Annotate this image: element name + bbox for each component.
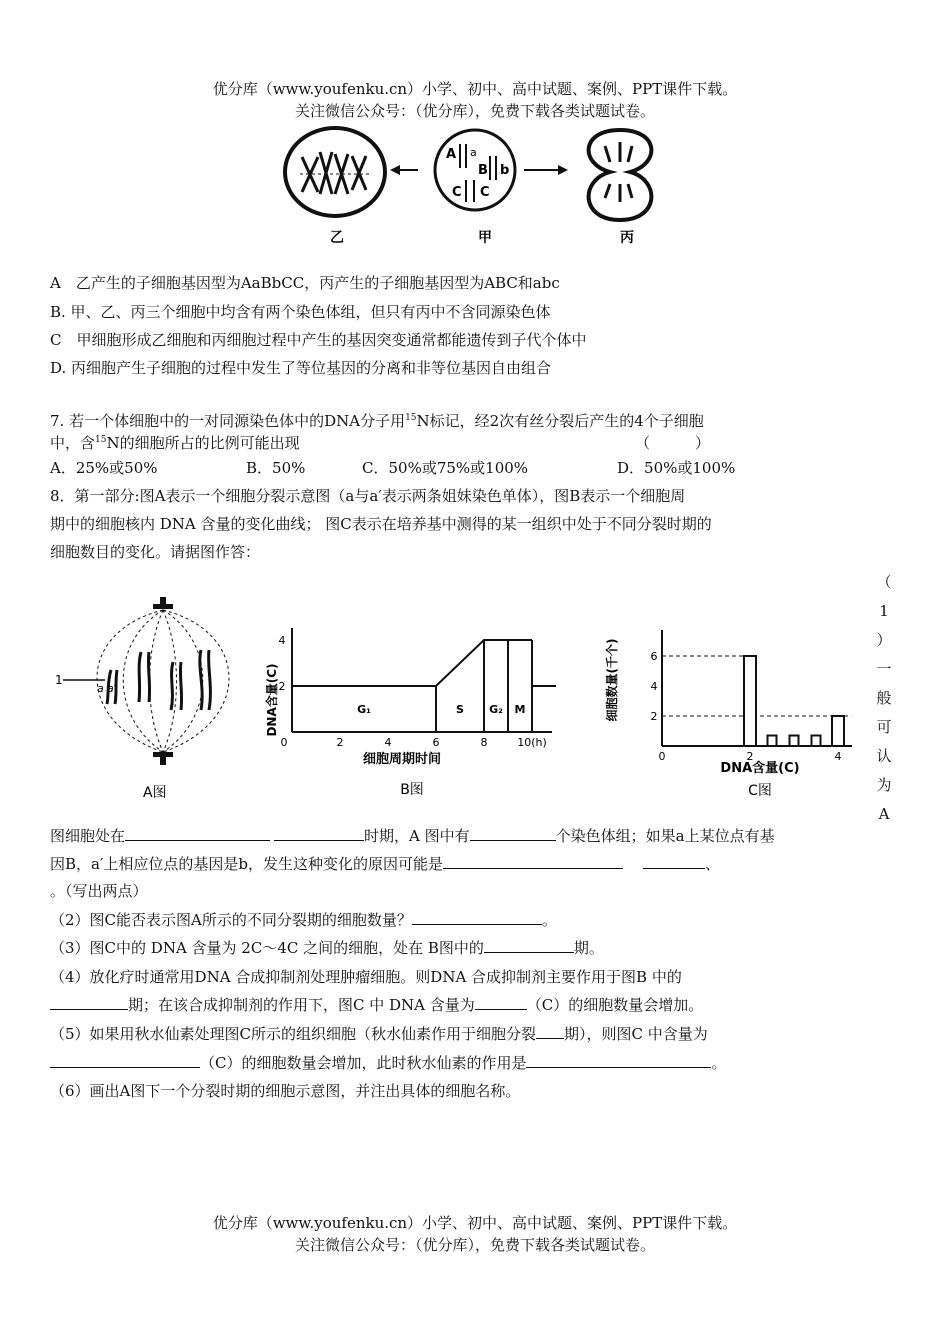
q8-1-line-3: 。（写出两点） [50, 882, 148, 900]
q8-line-2: 期中的细胞核内 DNA 含量的变化曲线； 图C表示在培养基中测得的某一组织中处于不同分裂时期的 [50, 515, 712, 533]
b-ylabel: DNA含量(C) [265, 663, 279, 737]
c-y-tick: 6 [650, 650, 658, 663]
blank-12[interactable] [50, 1052, 200, 1068]
q8-2: （2）图C能否表示图A所示的不同分裂期的细胞数量？ 。 [50, 911, 557, 929]
cell-yi-chromosomes [300, 152, 370, 194]
q8-3: （3）图C中的 DNA 含量为 2C～4C 之间的细胞，处在 B图中的 期。 [50, 939, 604, 957]
q8-line-3: 细胞数目的变化。请据图作答： [50, 543, 261, 561]
gene-C2: C [480, 185, 490, 200]
c-x-tick: 0 [658, 750, 666, 763]
cell-division-figure [280, 122, 670, 250]
q8-5-line-2: （C）的细胞数量会增加，此时秋水仙素的作用是 。 [50, 1052, 727, 1073]
c-y-tick: 4 [650, 680, 658, 693]
blank-4[interactable] [443, 853, 535, 869]
footer-line-1: 优分库（www.youfenku.cn）小学、初中、高中试题、案例、PPT课件下载。 [212, 1214, 738, 1232]
c-bar [790, 736, 799, 747]
footer-line-2: 关注微信公众号：（优分库），免费下载各类试题试卷。 [294, 1236, 655, 1254]
blank-7[interactable] [412, 909, 542, 925]
blank-10[interactable] [475, 994, 527, 1010]
chromatid-a-prime: a′ [107, 682, 117, 695]
q6-option-c: C 甲细胞形成乙细胞和丙细胞过程中产生的基因突变通常都能遗传到子代个体中 [50, 331, 587, 349]
gene-B: B [478, 163, 488, 178]
label-jia: 甲 [478, 230, 492, 246]
q8-4-line-1: （4）放化疗时通常用DNA 合成抑制剂处理肿瘤细胞。则DNA 合成抑制剂主要作用于图B 中的 [50, 968, 682, 986]
gene-b: b [500, 163, 510, 178]
blank-1[interactable] [125, 825, 270, 841]
figure-c-caption: C图 [748, 783, 772, 799]
q7-option-b: B．50% [246, 459, 306, 477]
b-y-tick: 4 [278, 634, 286, 647]
header-line-2: 关注微信公众号：（优分库），免费下载各类试题试卷。 [294, 102, 655, 120]
b-x-tick: 2 [336, 736, 344, 749]
b-phase-label: G₂ [489, 703, 503, 716]
b-x-tick: 0 [280, 736, 288, 749]
c-bar [768, 736, 777, 747]
header-line-1: 优分库（www.youfenku.cn）小学、初中、高中试题、案例、PPT课件下载。 [212, 80, 738, 98]
blank-9[interactable] [50, 994, 128, 1010]
q8-5-line-1: （5）如果用秋水仙素处理图C所示的组织细胞（秋水仙素作用于细胞分裂 期），则图C 中含量为 [50, 1025, 708, 1043]
c-bar [744, 656, 756, 746]
q6-option-d: D. 丙细胞产生子细胞的过程中发生了等位基因的分离和非等位基因自由组合 [50, 359, 552, 377]
figure-b-caption: B图 [400, 782, 424, 798]
c-xlabel: DNA含量(C) [720, 761, 800, 776]
b-phase-label: M [514, 703, 526, 716]
b-y-tick: 2 [278, 680, 286, 693]
q7-option-c: C．50%或75%或100% [362, 459, 529, 477]
c-bar [832, 716, 844, 746]
b-x-tick: 8 [480, 736, 488, 749]
b-x-tick: 6 [432, 736, 440, 749]
q7-option-d: D．50%或100% [617, 459, 736, 477]
blank-6[interactable] [643, 853, 705, 869]
q7-option-a: A．25%或50% [50, 459, 158, 477]
b-x-tick: 4 [384, 736, 392, 749]
q7-answer-paren: （ ） [635, 434, 711, 452]
b-phase-label: G₁ [357, 703, 371, 716]
c-y-tick: 2 [650, 710, 658, 723]
q8-1-line-1: 图细胞处在 时期，A 图中有 个染色体组；如果a上某位点有基 [50, 827, 775, 845]
blank-13[interactable] [526, 1052, 711, 1068]
label-yi: 乙 [330, 230, 344, 246]
gene-a: a [470, 146, 477, 159]
blank-2[interactable] [274, 825, 364, 841]
chromatid-a: a [97, 682, 104, 695]
b-dna-curve [292, 640, 532, 686]
blank-3[interactable] [470, 825, 556, 841]
c-x-tick: 4 [834, 750, 842, 763]
c-x-tick: 2 [746, 750, 754, 763]
figure-a [55, 592, 255, 804]
figure-a-caption: A图 [143, 785, 167, 801]
b-x-tick: 10(h) [517, 736, 547, 749]
q8-1-line-2: 因B，a′上相应位点的基因是b，发生这种变化的原因可能是 、 [50, 855, 720, 873]
cell-yi [285, 128, 385, 216]
q6-option-a: A 乙产生的子细胞基因型为AaBbCC，丙产生的子细胞基因型为ABC和abc [50, 274, 560, 292]
blank-8[interactable] [484, 937, 574, 953]
q7-line-1: 7. 若一个体细胞中的一对同源染色体中的DNA分子用$^{15}$N标记，经2次有丝分裂后产生的4个子细胞 [50, 412, 704, 430]
gene-A: A [446, 147, 457, 162]
pointer-label: 1 [55, 673, 63, 687]
q7-line-2: 中，含$^{15}$N的细胞所占的比例可能出现 （ ） [50, 434, 711, 452]
side-vertical-text: （ 1 ） 一 般 可 认 为 A [876, 573, 892, 823]
q8-line-1: 8．第一部分:图A表示一个细胞分裂示意图（a与a′表示两条姐妹染色单体），图B表示一个细胞周 [50, 487, 686, 505]
q8-4-line-2: 期；在该合成抑制剂的作用下，图C 中 DNA 含量为 （C）的细胞数量会增加。 [50, 994, 703, 1015]
figure-b-chart [262, 620, 562, 805]
chromosomes [107, 650, 210, 710]
q8-6: （6）画出A图下一个分裂时期的细胞示意图，并注出具体的细胞名称。 [50, 1082, 521, 1100]
b-xlabel: 细胞周期时间 [362, 752, 442, 767]
q6-option-b: B. 甲、乙、丙三个细胞中均含有两个染色体组，但只有丙中不含同源染色体 [50, 303, 551, 321]
blank-11[interactable] [536, 1023, 564, 1039]
blank-5[interactable] [535, 853, 623, 869]
gene-C1: C [452, 185, 462, 200]
figure-c-chart [600, 610, 865, 805]
c-bar [812, 736, 821, 747]
c-ylabel: 细胞数量(千个) [605, 638, 619, 722]
label-bing: 丙 [620, 230, 634, 246]
b-phase-label: S [456, 703, 464, 716]
